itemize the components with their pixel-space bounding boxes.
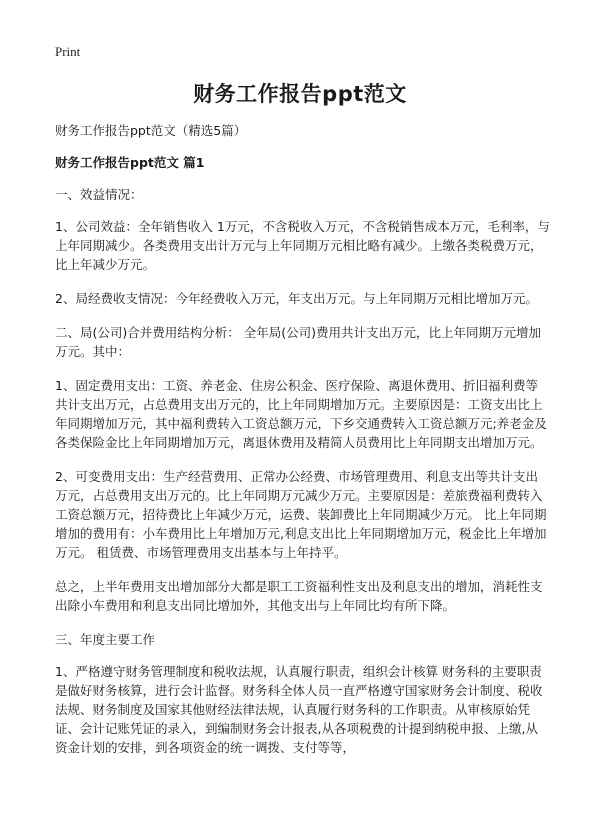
paragraph: 三、年度主要工作 xyxy=(55,632,156,647)
paragraph: 1、固定费用支出：工资、养老金、住房公积金、医疗保险、离退休费用、折旧福利费等共计支出万元，占总费用支出万元的，比上年同期增加万元。主要原因是：工资支出比上年同期增加万元，其中福利费转入工资总额万元，下乡交通费转入工资总额万元;养老金及各类保险金比上年同期增加万元，离退休费用及精简人员费用比上年同期支出增加万元。 xyxy=(55,378,547,450)
section-heading: 财务工作报告ppt范文 篇1 xyxy=(55,155,205,170)
paragraph: 1、公司效益：全年销售收入 1万元，不含税收入万元，不含税销售成本万元，毛利率，与上年同期减少。各类费用支出计万元与上年同期万元相比略有减少。上缴各类税费万元，比上年减少万元。 xyxy=(55,219,550,272)
paragraph: 2、可变费用支出：生产经营费用、正常办公经费、市场管理费用、利息支出等共计支出万元，占总费用支出万元的。比上年同期万元减少万元。主要原因是：差旅费福利费转入工资总额万元，招待费比上年减少万元，运费、装卸费比上年同期减少万元。 比上年同期增加的费用有：小车费用比上年增加万元,利息支出比上年同期增加万元，税金比上年增加万元。 租赁费、市场管理费用支出基本与上年持平。 xyxy=(55,469,547,560)
document-body xyxy=(55,121,550,772)
paragraph: 二、局(公司)合并费用结构分析： 全年局(公司)费用共计支出万元，比上年同期万元增加万元。其中： xyxy=(55,325,541,359)
paragraph: 1、严格遵守财务管理制度和税收法规，认真履行职责，组织会计核算 财务科的主要职责是做好财务核算，进行会计监督。财务科全体人员一直严格遵守国家财务会计制度、税收法规、财务制度及国家其他财经法律法规，认真履行财务科的工作职责。从审核原始凭证、会计记账凭证的录入，到编制财务会计报表,从各项税费的计提到纳税申报、上缴,从资金计划的安排，到各项资金的统一调拨、支付等等， xyxy=(55,664,543,755)
paragraph: 一、效益情况： xyxy=(55,187,143,202)
paragraph: 总之，上半年费用支出增加部分大都是职工工资福利性支出及利息支出的增加，消耗性支出除小车费用和利息支出同比增加外，其他支出与上年同比均有所下降。 xyxy=(55,579,543,613)
document-title: 财务工作报告ppt范文 xyxy=(193,82,407,106)
document-subtitle: 财务工作报告ppt范文（精选5篇） xyxy=(55,123,247,138)
print-link[interactable]: Print xyxy=(55,44,81,59)
paragraph: 2、局经费收支情况：今年经费收入万元，年支出万元。与上年同期万元相比增加万元。 xyxy=(55,291,538,306)
